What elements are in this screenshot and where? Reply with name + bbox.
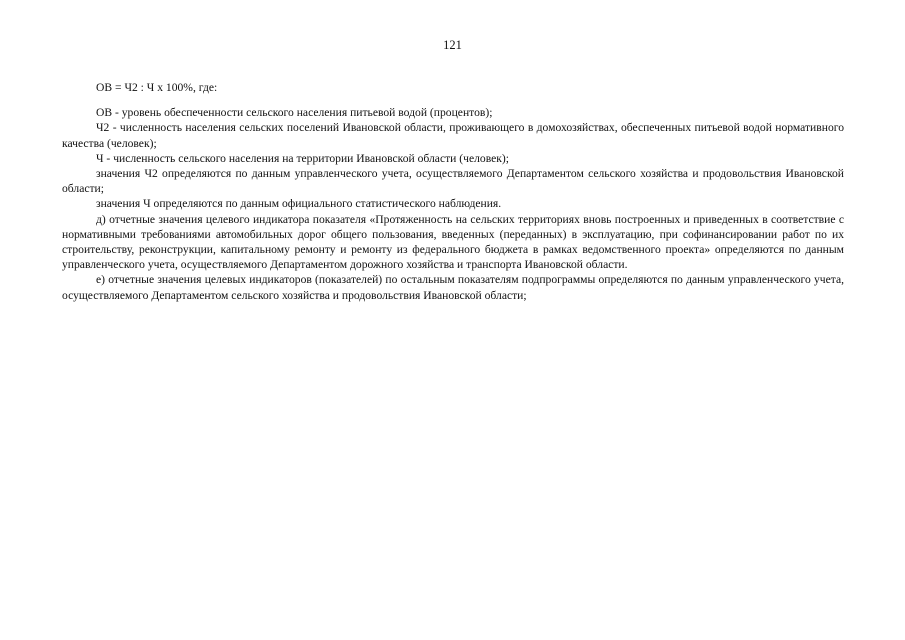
paragraph-ch2-source: значения Ч2 определяются по данным управленческого учета, осуществляемого Департаментом сельского хозяйства и продовольствия Ивановской области; (62, 167, 844, 196)
paragraph-ch-source: значения Ч определяются по данным официального статистического наблюдения. (96, 197, 502, 211)
paragraph-ch-definition: Ч - численность сельского населения на территории Ивановской области (человек); (96, 151, 509, 165)
paragraph-ch2-definition: Ч2 - численность населения сельских поселений Ивановской области, проживающего в домохозяйствах, обеспеченных питьевой водой нормативного качества (человек); (62, 121, 844, 150)
formula-line: ОВ = Ч2 : Ч х 100%, где: (96, 81, 218, 94)
page-number: 121 (443, 38, 462, 52)
paragraph-item-d: д) отчетные значения целевого индикатора показателя «Протяженность на сельских территориях вновь построенных и приведенных в соответствие с нормативными требованиями автомобильных дорог общего пользования, введенных (переданных) в эксплуатацию, при софинансировании работ по их строительству, реконструкции, капитальному ремонту и ремонту из федерального бюджета в рамках ведомственного проекта» определяются по данным управленческого учета, осуществляемого Департаментом дорожного хозяйства и транспорта Ивановской области. (62, 212, 844, 272)
paragraph-ov-definition: ОВ - уровень обеспеченности сельского населения питьевой водой (процентов); (96, 106, 493, 120)
paragraph-item-e: е) отчетные значения целевых индикаторов (показателей) по остальным показателям подпрограммы определяются по данным управленческого учета, осуществляемого Департаментом сельского хозяйства и продовольствия Ивановской области; (62, 273, 844, 302)
document-body (62, 80, 844, 303)
